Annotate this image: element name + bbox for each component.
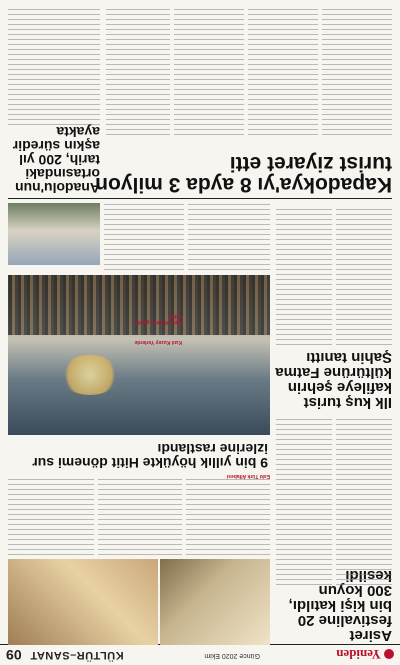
masthead (0, 644, 400, 665)
article-column (248, 7, 318, 135)
photo-building (8, 203, 100, 265)
article-column (188, 200, 270, 270)
photo-sun-glare (60, 355, 120, 395)
headline-history: Anadolu'nun ortasındaki tarih, 200 yıl aşkın süredir ayakta (12, 124, 100, 196)
pull-quote: Eski Türk Alfabesi (226, 473, 270, 479)
headline-tourists: Ilk kuş turist kafileye şehrin kültürüne Fatma Şahin tanıttı (275, 349, 392, 411)
article-column (104, 200, 184, 270)
section-title: KÜLTÜR–SANAT (30, 649, 124, 661)
article-column (8, 7, 100, 125)
pull-quote: Kızıl Kuzey Yerlerde (134, 339, 182, 345)
article-column (276, 205, 332, 345)
logo-mark-icon (384, 649, 394, 659)
photo-festival (160, 559, 270, 645)
article-column (98, 475, 182, 555)
pull-quote: Kahir Kodnk, geçtik kültür (135, 313, 182, 325)
article-column (322, 7, 392, 135)
article-column (174, 7, 244, 135)
headline-cappadocia: Kapadokya'yı 8 ayda 3 milyon turist ziyaret etti (95, 152, 392, 196)
newspaper-logo (336, 646, 394, 662)
headline-festival: Asiret festivaline 20 bin kişi katıldı, 300 koyun kesildi (288, 567, 392, 644)
photo-crowd-figures (8, 275, 270, 335)
article-column (336, 415, 392, 585)
issue-date: Günce 2020 Ekim (204, 652, 260, 659)
article-column (8, 475, 94, 555)
article-column (336, 205, 392, 345)
page-number: 09 (6, 647, 22, 663)
article-column (186, 475, 270, 555)
section-divider (8, 198, 392, 199)
article-column (276, 415, 332, 585)
photo-ruins (8, 559, 158, 645)
article-column (106, 7, 170, 135)
photo-crowd (8, 275, 270, 435)
logo-text: Yeniden (336, 647, 381, 662)
headline-hittite: 9 bin yıllık höyükte Hitit dönemi sur izlerine rastlandı (32, 441, 268, 471)
